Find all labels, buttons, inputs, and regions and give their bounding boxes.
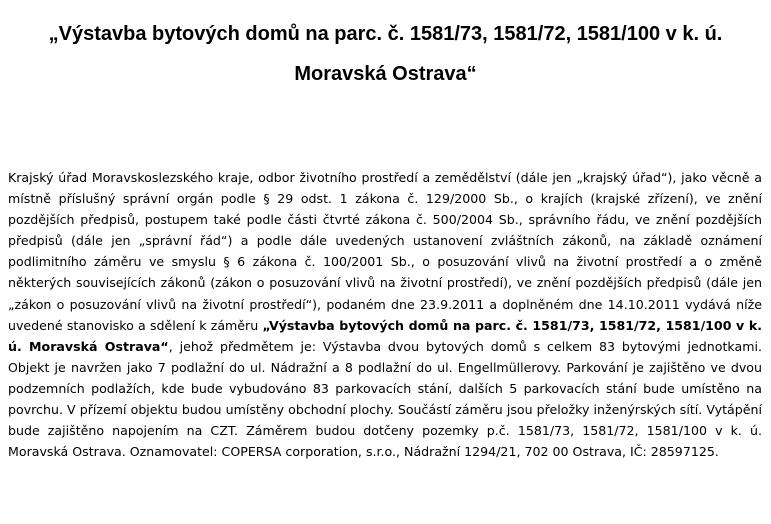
paragraph-text-part-1: Krajský úřad Moravskoslezského kraje, odbor životního prostředí a zemědělství (dále jen „krajský úřad“), jako věcně a místně příslušný správní orgán podle § 29 odst. 1 zákona č. 129/2000 Sb., o krajích (krajské zřízení), ve znění pozdějších předpisů, postupem také podle části čtvrté zákona č. 500/2004 Sb., správního řádu, ve znění pozdějších předpisů (dále jen „správní řád“) a podle dále uvedených ustanovení zvláštních zákonů, na základě oznámení podlimitního záměru ve smyslu § 6 zákona č. 100/2001 Sb., o posuzování vlivů na životní prostředí a o změně některých souvisejících zákonů (zákon o posuzování vlivů na životní prostředí), ve znění pozdějších předpisů (dále jen „zákon o posuzování vlivů na životní prostředí“), podaném dne 23.9.2011 a doplněném dne 14.10.2011 vydává níže uvedené stanovisko a sdělení k záměru xyxy=(8,170,762,333)
document-title-line-1: „Výstavba bytových domů na parc. č. 1581/73, 1581/72, 1581/100 v k. ú. xyxy=(48,23,723,45)
document-title-line-2: Moravská Ostrava“ xyxy=(294,63,477,85)
body-paragraph xyxy=(8,167,762,462)
paragraph-text-part-2: , jehož předmětem je: Výstavba dvou bytových domů s celkem 83 bytovými jednotkami. Objekt je navržen jako 7 podlažní do ul. Nádražní a 8 podlažní do ul. Engellmüllerovy. Parkování je zajištěno ve dvou podzemních podlažích, kde bude vybudováno 83 parkovacích stání, dalších 5 parkovacích stání bude umístěno na povrchu. V přízemí objektu budou umístěny obchodní plochy. Součástí záměru jsou přeložky inženýrských sítí. Vytápění bude zajištěno napojením na CZT. Záměrem budou dotčeny pozemky p.č. 1581/73, 1581/72, 1581/100 v k. ú. Moravská Ostrava. Oznamovatel: COPERSA corporation, s.r.o., Nádražní 1294/21, 702 00 Ostrava, IČ: 28597125. xyxy=(8,338,762,460)
project-name: „Výstavba bytových domů na parc. č. 1581/73, 1581/72, 1581/100 v k. ú. Moravská Ostrava“ xyxy=(8,317,763,354)
